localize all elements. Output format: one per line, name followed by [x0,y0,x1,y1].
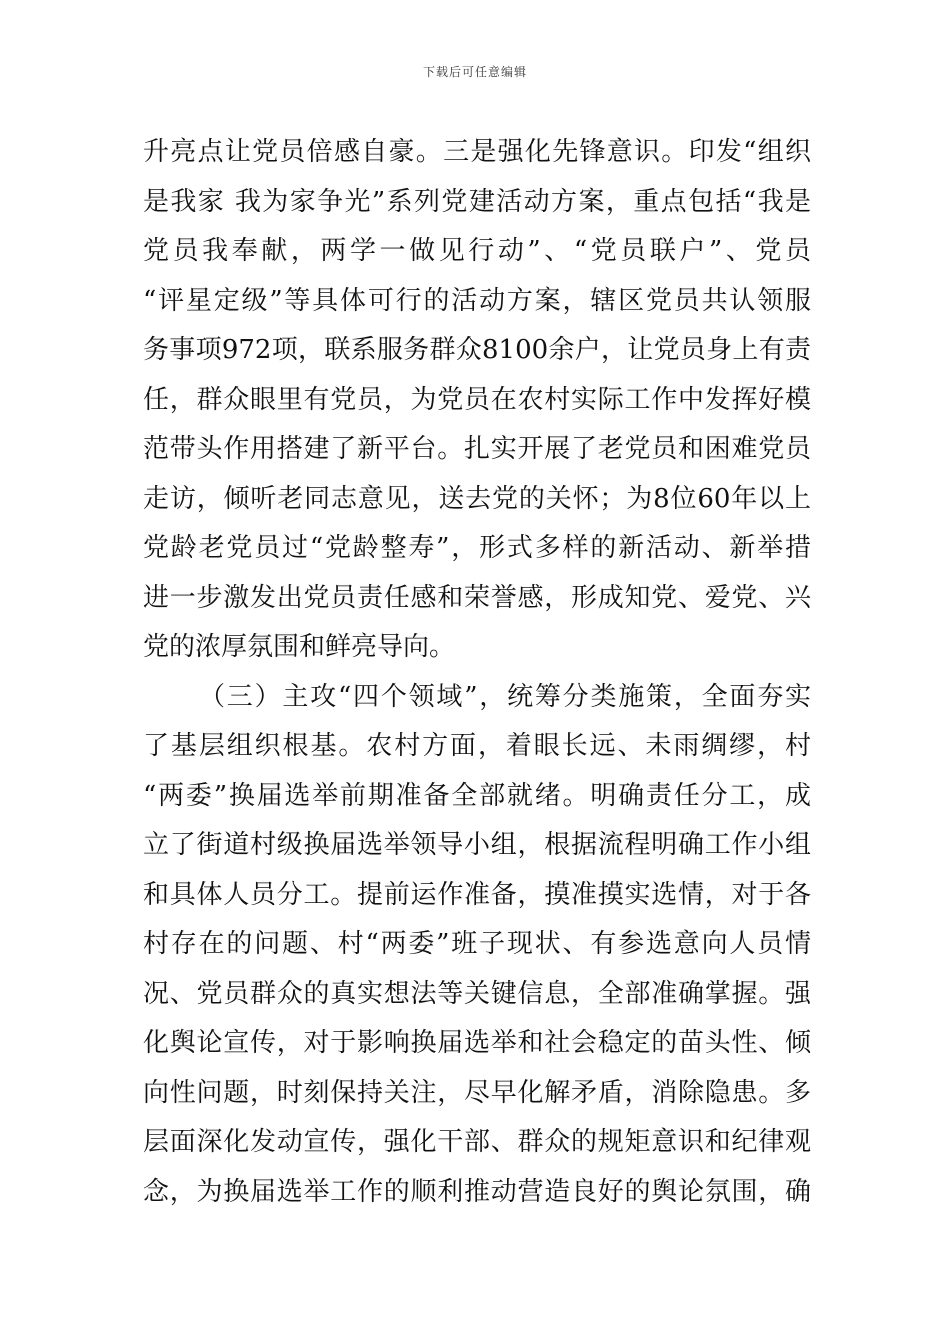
text-line: 党员我奉献，两学一做见行动”、“党员联户”、党员 [143,236,811,266]
text-line: 立了街道村级换届选举领导小组，根据流程明确工作小组 [143,830,811,860]
paragraph-start-line: （三）主攻“四个领域”，统筹分类施策，全面夯实 [199,681,811,712]
text-line: “评星定级”等具体可行的活动方案，辖区党员共认领服 [143,285,811,316]
text-line: 层面深化发动宣传，强化干部、群众的规矩意识和纪律观 [143,1127,811,1157]
text-line: 升亮点让党员倍感自豪。三是强化先锋意识。印发“组织 [143,137,811,167]
text-line: 化舆论宣传，对于影响换届选举和社会稳定的苗头性、倾 [143,1028,811,1058]
text-line: 任，群众眼里有党员，为党员在农村实际工作中发挥好模 [143,384,811,415]
text-line: 范带头作用搭建了新平台。扎实开展了老党员和困难党员 [143,434,811,464]
text-line: 走访，倾听老同志意见，送去党的关怀；为8位60年以上 [143,483,811,514]
text-line: “两委”换届选举前期准备全部就绪。明确责任分工，成 [143,780,811,811]
text-line: 务事项972项，联系服务群众8100余户，让党员身上有责 [143,335,811,365]
text-line: 念，为换届选举工作的顺利推动营造良好的舆论氛围，确 [143,1176,811,1207]
text-line: 况、党员群众的真实想法等关键信息，全部准确掌握。强 [143,978,811,1009]
text-line: 党龄老党员过“党龄整寿”，形式多样的新活动、新举措 [143,533,811,563]
text-line: 进一步激发出党员责任感和荣誉感，形成知党、爱党、兴 [143,582,811,613]
document-body [143,128,811,1217]
text-line: 向性问题，时刻保持关注，尽早化解矛盾，消除隐患。多 [143,1077,811,1108]
page-header: 下载后可任意编辑 [422,65,527,79]
text-line: 和具体人员分工。提前运作准备，摸准摸实选情，对于各 [143,879,811,910]
paragraph-end-line: 党的浓厚氛围和鲜亮导向。 [143,632,456,662]
text-line: 是我家 我为家争光”系列党建活动方案，重点包括“我是 [143,186,811,217]
text-line: 了基层组织根基。农村方面，着眼长远、未雨绸缪，村 [143,731,811,761]
text-line: 村存在的问题、村“两委”班子现状、有参选意向人员情 [143,929,811,959]
